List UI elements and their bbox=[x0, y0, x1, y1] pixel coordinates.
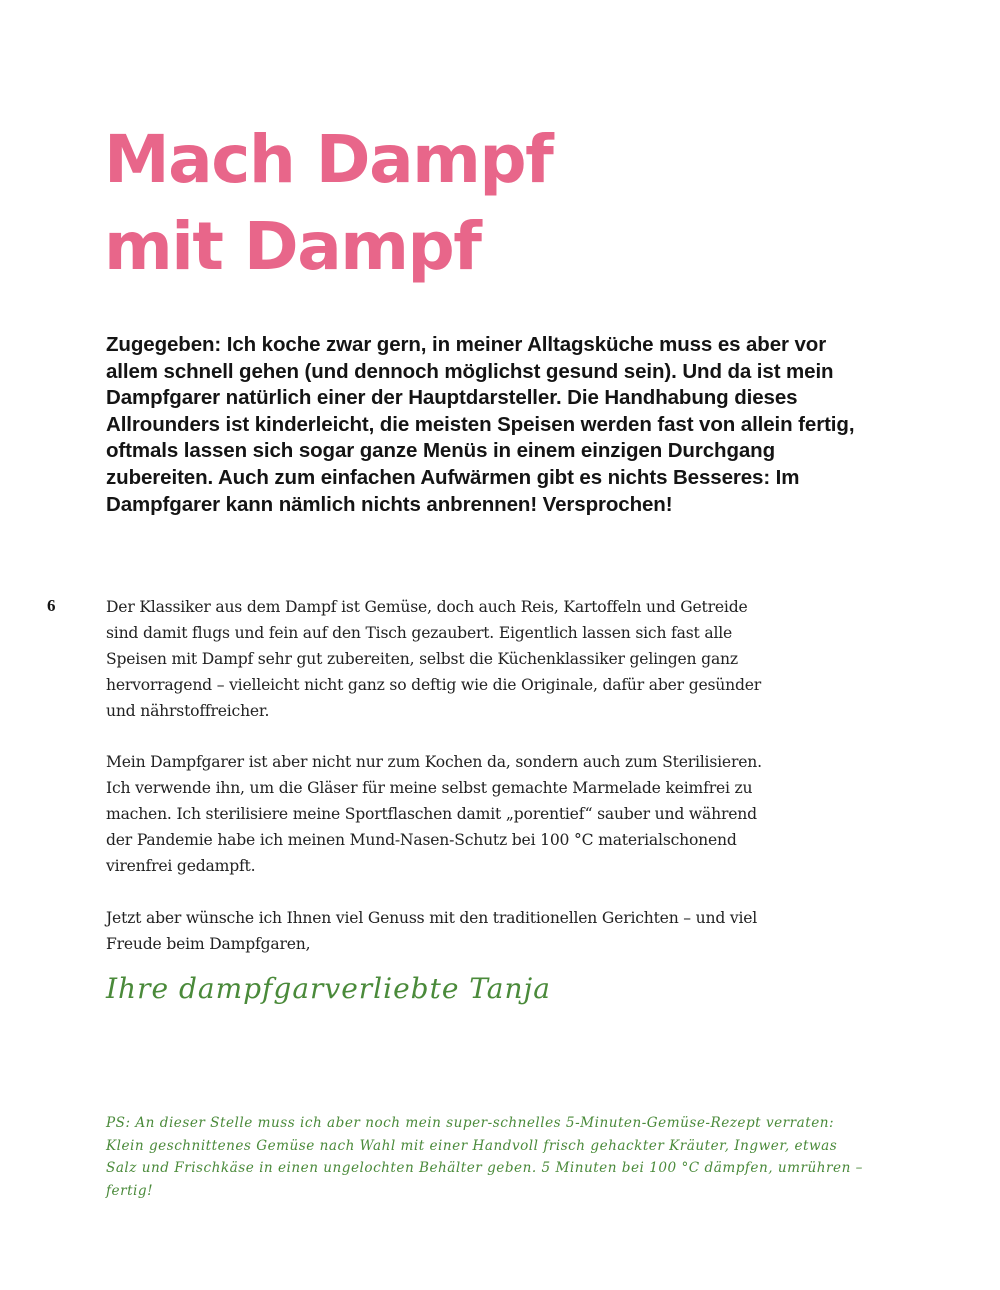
page-number: 6 bbox=[47, 596, 56, 615]
title-line-1: Mach Dampf bbox=[104, 121, 553, 198]
postscript-note: PS: An dieser Stelle muss ich aber noch mein super-schnelles 5-Minuten-Gemüse-Rezept verraten: Klein geschnittenes Gemüse nach Wahl mit einer Handvoll frisch gehackter Kräuter, Ingwer, etwas Salz und Frischkäse in einen ungelochten Behälter geben. 5 Minuten bei 100 °C dämpfen, umrühren – fertig! bbox=[106, 1115, 863, 1199]
body-paragraph-3: Jetzt aber wünsche ich Ihnen viel Genuss mit den traditionellen Gerichten – und viel Freude beim Dampfgaren, bbox=[106, 909, 758, 953]
title-line-2: mit Dampf bbox=[104, 208, 481, 285]
handwritten-signature: Ihre dampfgarverliebte Tanja bbox=[106, 972, 551, 1005]
body-paragraph-1: Der Klassiker aus dem Dampf ist Gemüse, doch auch Reis, Kartoffeln und Getreide sind damit flugs und fein auf den Tisch gezaubert. Eigentlich lassen sich fast alle Speisen mit Dampf sehr gut zubereiten, selbst die Küchenklassiker gelingen ganz hervorragend – vielleicht nicht ganz so deftig wie die Originale, dafür aber gesünder und nährstoffreicher. bbox=[106, 598, 762, 720]
lead-paragraph: Zugegeben: Ich koche zwar gern, in meiner Alltagsküche muss es aber vor allem schnell gehen (und dennoch möglichst gesund sein). Und da ist mein Dampfgarer natürlich einer der Hauptdarsteller. Die Handhabung dieses Allrounders ist kinderleicht, die meisten Speisen werden fast von allein fertig, oftmals lassen sich sogar ganze Menüs in einem einzigen Durchgang zubereiten. Auch zum einfachen Aufwärmen gibt es nichts Besseres: Im Dampfgarer kann nämlich nichts anbrennen! Versprochen! bbox=[106, 333, 855, 516]
page-title bbox=[104, 116, 552, 290]
body-paragraph-2: Mein Dampfgarer ist aber nicht nur zum Kochen da, sondern auch zum Sterilisieren. Ich verwende ihn, um die Gläser für meine selbst gemachte Marmelade keimfrei zu machen. Ich sterilisiere meine Sportflaschen damit „porentief“ sauber und während der Pandemie habe ich meinen Mund-Nasen-Schutz bei 100 °C materialschonend virenfrei gedampft. bbox=[106, 753, 762, 875]
